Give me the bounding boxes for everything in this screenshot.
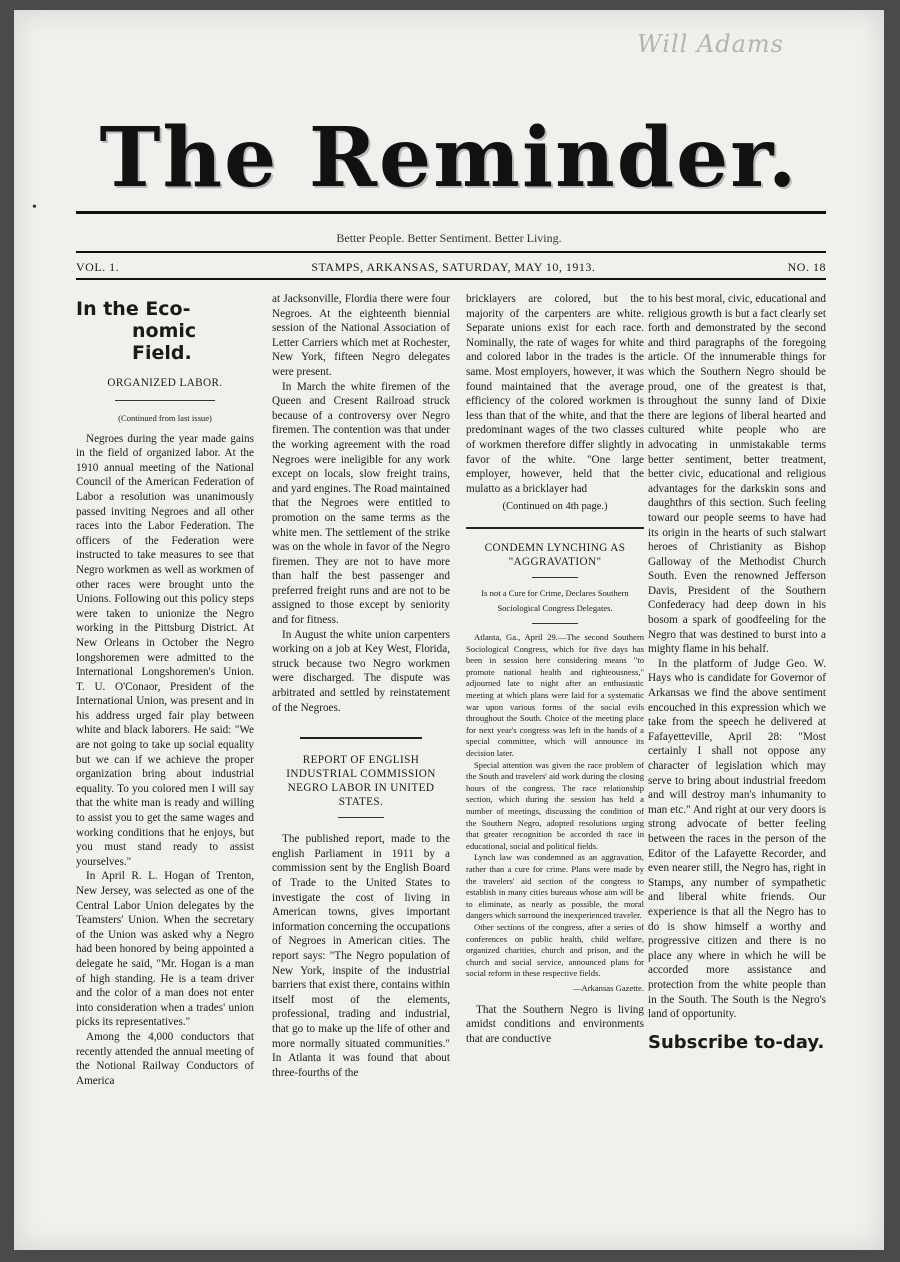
dateline-row (76, 260, 826, 275)
paragraph: bricklayers are colored, but the majority of the carpenters are white. Separate unions exist for each race. Nominally, the rate of wages for white and colored labor in the trades is the same. Most employers, however, it was found maintained that the average efficiency of the colored workmen is less than that of the white, and that the predominant wages of the two classes of workmen therefore differ slightly in favor of the white. "One large employer, however, held that the mulatto as a bricklayer had (466, 293, 644, 495)
divider (532, 623, 578, 624)
paragraph: Special attention was given the race problem of the South and travelers' aid work during the closing hours of the congress. The race relationship section, which during the session has held a number of meetings, discussing the condition of the Southern Negro, adopted resolutions urging that greater recognition be accorded th race in educational, social and political fields. (466, 759, 644, 851)
paragraph: The published report, made to the english Parliament in 1911 by a commission sent by the English Board of Trade to the United States to investigate the cost of living in American towns, gives important information concerning the occupations of Negroes in American cities. The report says: "The Negro population of New York, inspite of the industrial barriers that exist there, contains within itself most of the elements, professional, trading and industrial, that go to make up the life of other and more normally situated communities." In Atlanta it was found that about three-fourths of the (272, 833, 450, 1079)
paragraph: In the platform of Judge Geo. W. Hays who is candidate for Governor of Arkansas we find the above sentiment encouched in this expression which we take from the speech he delivered at Fafayetteville, April 28: "Most certainly I shall not oppose any character of legislation which may serve to bring about industrial freedom and will destroy man's inhumanity to man etc." And right at our very doors is strong advocate of better feeling between the races in the person of the Editor of the Lafayette Recorder, and even nearer still, the Negro has, right in Stamps, any number of sympathetic and liberal white friends. Our experience is that all the Negro has to do is show himself a worthy and progressive citizen and there is no place any where in which he will be accorded more assistance and protection from the white people than in the South. The South is the Negro's land of opportunity. (648, 657, 826, 1021)
paragraph: at Jacksonville, Flordia there were four Negroes. At the eighteenth biennial session of the National Association of Letter Carriers which met at Rochester, New York, fifteen Negro delegates were present. (272, 293, 450, 378)
lynching-heading: CONDEMN LYNCHING AS "AGGRAVATION" (484, 541, 626, 568)
paragraph: In April R. L. Hogan of Trenton, New Jersey, was selected as one of the Central Labor Union delegates by the Teamsters' Union. When the secretary of the Union was asked why a Negro had been honored by being appointed a delegate he said, "Mr. Hogan is a man of high standing. He is a team driver and the color of a man does not enter into consideration when a trades' union picks its representatives." (76, 870, 254, 1029)
report-heading: REPORT OF ENGLISH INDUSTRIAL COMMISSION NEGRO LABOR IN UNITED STATES. (286, 754, 436, 809)
continued-note: (Continued from last issue) (118, 413, 212, 423)
divider (338, 817, 384, 818)
motto: Better People. Better Sentiment. Better Living. (336, 231, 562, 245)
column-4 (648, 292, 826, 1172)
article-heading (76, 298, 254, 364)
paragraph: In August the white union carpenters working on a job at Key West, Florida, struck because two Negro workmen were discharged. The dispute was arbitrated and settled by reinstatement of the Negroes. (272, 628, 450, 714)
paragraph: Other sections of the congress, after a series of conferences on public health, child welfare, organized charities, church and prison, and the church and social service, announced plans for social reform in these respective fields. (466, 921, 644, 979)
paragraph: Among the 4,000 conductors that recently attended the annual meeting of the Notional Railway Conductors of America (76, 1030, 254, 1087)
dateline: STAMPS, ARKANSAS, SATURDAY, MAY 10, 1913. (311, 260, 596, 274)
divider (532, 577, 578, 578)
handwritten-note: Will Adams (637, 30, 784, 58)
newspaper-page (14, 10, 884, 1250)
heading-line-2: nomic Field. (132, 320, 197, 364)
section-rule (466, 527, 644, 529)
header-rule-top (76, 251, 826, 253)
issue-number: NO. 18 (787, 260, 826, 274)
paragraph: Lynch law was condemned as an aggravation, rather than a cure for crime. Plans were made by the travelers' aid section of the congress to establish in many cities bureaus whose aim will be to eliminate, as nearly as possible, the moral dangers which surround the inexperienced traveler. (466, 852, 644, 921)
article-columns (76, 292, 826, 1172)
paragraph: That the Southern Negro is living amidst conditions and environments that are conductive (466, 1003, 644, 1045)
continued-note: (Continued on 4th page.) (502, 501, 608, 513)
divider (115, 400, 215, 401)
paragraph: Atlanta, Ga., April 29.—The second Southern Sociological Congress, which for five days has been in session here considering means "to promote national health and righteousness," adjourned late to night after an enthusiastic meeting at which plans were laid for a systematic war upon various forms of the social evils throughout the South. Choice of the meeting place for next year's congress was left in the hands of a special committee, which will announce its decision later. (466, 632, 644, 759)
column-3 (466, 292, 644, 1172)
masthead-title: The Reminder. (99, 110, 799, 206)
masthead-rule (76, 211, 826, 214)
paragraph: Negroes during the year made gains in the field of organized labor. At the 1910 annual meeting of the National Council of the American Federation of Labor a resolution was unanimously passed inviting Negroes and all other races into the Labor Federation. The officers of the Federation were instructed to take measures to see that Negro workmen as well as workmen of other races were brought unto the Unions. Following out this policy steps were taken to unionize the Negro working in the Pittsburg District. At New Orleans in October the Negro longshoremen were admitted to the International Longshoremen's Union. T. U. O'Conaor, President of the International Union, was present and in his address urged fair play between white and black laborers. He said: "We are not going to take up social equality but we can if we achieve the proper organization bring about industrial equality. To you colored men I will say that the white man is ready and willing to assist you to get the same wages and working conditions that he enjoys, but you must stand ready to assist yourselves." (76, 432, 254, 868)
page-mark: • (32, 200, 37, 215)
subhead-organized-labor: ORGANIZED LABOR. (107, 377, 223, 389)
source-credit: —Arkansas Gazette. (572, 982, 644, 993)
lynching-article (466, 632, 644, 994)
heading-line-1: In the Eco- (76, 298, 191, 320)
section-rule (300, 737, 422, 739)
paragraph: to his best moral, civic, educational and religious growth is but a fact clearly set forth and demonstrated by the second and third paragraphs of the foregoing article. Of the innumerable things for which the Southern Negro should be proud, one of the greatest is that, throughout the sunny land of Dixie there are legions of liberal hearted and cultured white people who are advocating in unmistakable terms better sentiment, better treatment, better civic, educational and religious advantages for the darkskin sons and daughthrs of this section. Such feeling toward our people seems to have had its origin in the hearts of such stalwart heroes of Christianity as Bishop Galloway of the Methodist Church South. Even the renowned Jefferson Davis, President of the Southern Confederacy had deep down in his bosom a spark of goodfeeling for the Negro that was destined to burst into a mighty flame in his behalf. (648, 293, 826, 656)
paragraph: In March the white firemen of the Queen and Cresent Railroad struck because of a controversy over Negro firemen. The contention was that under the working agreement with the road Negroes were ineligible for any work except on locals, slow freight trains, and yard engines. The Road maintained that the Negroes were entitled to promotion on the same terms as the white men. The settlement of the strike was on the whole in favor of the Negro firemen. They are not to have more than half the best passenger and preferred freight runs and are not to be assigned to those except by seniority and for fitness. (272, 380, 450, 627)
volume-label: VOL. 1. (76, 260, 120, 274)
header-rule-bottom (76, 278, 826, 280)
lynching-subhead: Is not a Cure for Crime, Declares Southern Sociological Congress Delegates. (481, 587, 629, 613)
column-1 (76, 292, 254, 1172)
column-2 (272, 292, 450, 1172)
subscribe-callout: Subscribe to-day. (648, 1031, 825, 1053)
